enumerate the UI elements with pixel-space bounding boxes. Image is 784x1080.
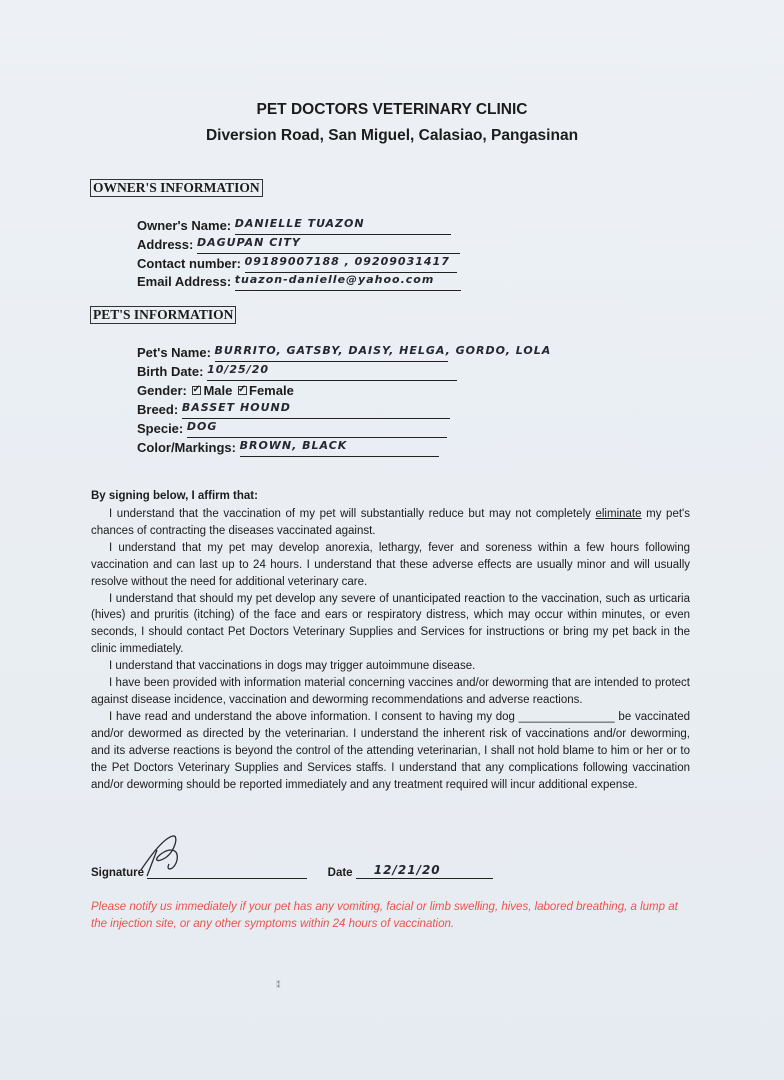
- pet-specie-label: Specie:: [137, 421, 184, 436]
- pet-gender-label: Gender:: [137, 383, 187, 398]
- pet-color-field: [137, 439, 439, 457]
- clinic-name: PET DOCTORS VETERINARY CLINIC: [256, 101, 528, 118]
- owner-contact-label: Contact number:: [137, 256, 241, 271]
- owner-address-value: DAGUPAN CITY: [196, 236, 301, 249]
- signature-label: Signature: [91, 867, 145, 879]
- pet-section-heading: PET'S INFORMATION: [90, 306, 236, 324]
- affirmation-paragraph-5: I have been provided with information material concerning vaccines and/or deworming that are intended to protect against disease incidence, vaccination and deworming recommendations and adverse reactions.: [91, 677, 690, 706]
- owner-email-label: Email Address:: [137, 274, 232, 289]
- owner-email-value: tuazon-danielle@yahoo.com: [234, 273, 435, 286]
- pet-gender-field: [137, 382, 294, 400]
- pet-color-label: Color/Markings:: [137, 440, 236, 455]
- owner-address-label: Address:: [137, 237, 194, 252]
- female-checkbox[interactable]: [238, 386, 247, 395]
- affirmation-body: [91, 506, 690, 793]
- clinic-address: Diversion Road, San Miguel, Calasiao, Pangasinan: [205, 127, 579, 144]
- pet-birth-value: 10/25/20: [207, 363, 270, 376]
- male-checkbox[interactable]: [192, 386, 201, 395]
- signature-row: [91, 862, 493, 879]
- owner-email-field: [137, 273, 461, 291]
- pet-birth-field: [137, 363, 457, 381]
- underlined-eliminate: eliminate: [595, 508, 642, 520]
- female-label: Female: [249, 383, 294, 398]
- pet-color-value: BROWN, BLACK: [239, 439, 348, 452]
- affirmation-paragraph-4: I understand that vaccinations in dogs may trigger autoimmune disease.: [109, 660, 476, 673]
- handwritten-signature: [135, 830, 205, 880]
- date-label: Date: [327, 867, 353, 879]
- pet-breed-field: [137, 401, 450, 419]
- pet-specie-field: [137, 420, 447, 438]
- owner-name-label: Owner's Name:: [137, 218, 232, 233]
- affirmation-paragraph-6: I have read and understand the above information. I consent to having my dog _______________ be vaccinated and/or dewormed as directed by the veterinarian. I understand the inherent risk of vaccinations and/or deworming, and its adverse reactions is beyond the control of the attending veterinarian, I shall not hold blame to him or her or to the Pet Doctors Veterinary Supplies and Services staffs. I understand that any complications following vaccination and/or deworming should be reported immediately and any treatment required will incur additional expense.: [91, 710, 690, 791]
- affirmation-paragraph-3: I understand that should my pet develop any severe of unanticipated reaction to the vaccination, such as urticaria (hives) and pruritis (itching) of the face and ears or respiratory distress, which may occur within minutes, or even seconds, I should contact Pet Doctors Veterinary Supplies and Services for instructions or bring my pet back in the clinic immediately.: [91, 592, 690, 656]
- pet-specie-value: DOG: [186, 420, 218, 433]
- pet-name-label: Pet's Name:: [137, 345, 211, 360]
- owner-name-value: DANIELLE TUAZON: [234, 217, 365, 230]
- pet-birth-label: Birth Date:: [137, 364, 204, 379]
- signature-line[interactable]: [147, 862, 307, 879]
- notice-text: Please notify us immediately if your pet has any vomiting, facial or limb swelling, hives, labored breathing, a lump at the injection site, or any other symptoms within 24 hours of vaccination.: [91, 901, 678, 930]
- pet-name-value: BURRITO, GATSBY, DAISY, HELGA, GORDO, LOLA: [214, 344, 552, 357]
- date-value: 12/21/20: [373, 863, 441, 877]
- date-line[interactable]: [356, 862, 493, 879]
- affirmation-paragraph-1: I understand that the vaccination of my pet will substantially reduce but may not completely eliminate my pet's chances of contracting the diseases vaccinated against.: [91, 508, 690, 537]
- pet-name-field: [137, 344, 552, 362]
- affirmation-paragraph-2: I understand that my pet may develop anorexia, lethargy, fever and soreness within a few hours following vaccination and can last up to 24 hours. I understand that these adverse effects are usually minor and will usually resolve without the need for additional veterinary care.: [91, 541, 690, 588]
- owner-address-field: [137, 236, 460, 254]
- male-label: Male: [203, 383, 233, 398]
- owner-name-field: [137, 217, 451, 235]
- pet-breed-label: Breed:: [137, 402, 179, 417]
- affirmation-heading: By signing below, I affirm that:: [91, 490, 258, 502]
- pet-breed-value: BASSET HOUND: [181, 401, 291, 414]
- owner-section-heading: OWNER'S INFORMATION: [90, 179, 263, 197]
- owner-contact-value: 09189007188 , 09209031417: [244, 255, 450, 268]
- scan-smudge: ⁑: [276, 980, 281, 990]
